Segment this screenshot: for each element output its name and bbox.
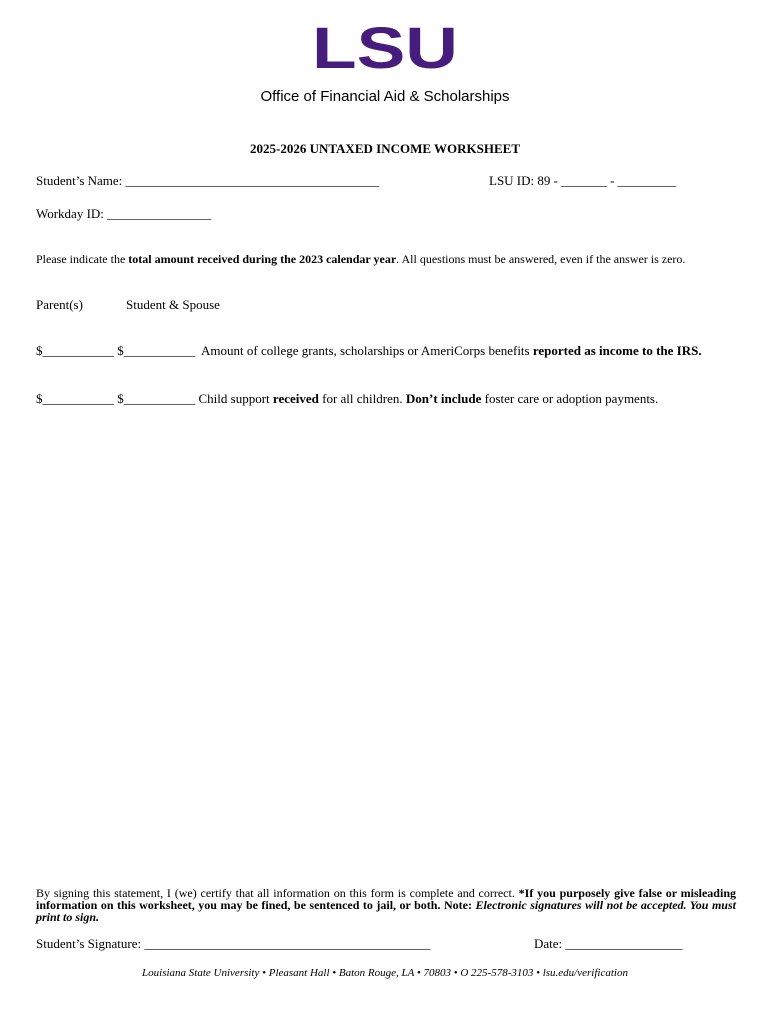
lsu-id-field-2[interactable]: _________ [617,173,677,188]
instructions [36,252,685,267]
question-2-text: Child support [198,391,273,406]
certification-note: Electronic signatures will not be accepted. You must print to sign. [36,898,736,924]
question-2-text-mid: for all children. [318,391,406,406]
date-row [534,936,682,952]
question-2-text-post: foster care or adoption payments. [481,391,659,406]
worksheet-title: 2025-2026 UNTAXED INCOME WORKSHEET [249,141,521,156]
question-1 [36,343,702,359]
student-name-field[interactable]: _______________________________________ [125,173,380,188]
lsu-id-row [489,173,676,189]
question-1-student-amount[interactable]: $___________ [117,343,196,358]
column-parents: Parent(s) [36,297,83,312]
certification-statement [36,887,736,923]
workday-row [36,206,211,222]
instructions-post: . All questions must be answered, even if the answer is zero. [396,252,686,266]
question-2-student-amount[interactable]: $___________ [117,391,196,406]
question-1-text: Amount of college grants, scholarships or AmeriCorps benefits [201,343,533,358]
lsu-id-separator: - [609,173,615,188]
lsu-logo-text: LSU [312,20,458,72]
question-1-parent-amount[interactable]: $___________ [36,343,114,358]
question-2 [36,391,658,407]
certification-text: By signing this statement, I (we) certify that all information on this form is complete and correct. [36,886,519,900]
question-1-bold: reported as income to the IRS. [532,343,702,358]
instructions-pre: Please indicate the [36,252,129,266]
office-title: Office of Financial Aid & Scholarships [260,88,510,105]
column-student-spouse: Student & Spouse [126,297,220,312]
lsu-id-label: LSU ID: 89 - [489,173,558,188]
date-field[interactable]: __________________ [565,936,683,951]
question-2-bold: received [272,391,319,406]
certification-warning: *If you purposely give false or misleading information on this worksheet, you may be fined, be sentenced to jail, or both. Note: [36,886,736,912]
question-2-bold-2: Don’t include [405,391,482,406]
student-name-label: Student’s Name: [36,173,123,188]
signature-label: Student’s Signature: [36,936,142,951]
student-name-row [36,173,379,189]
question-2-parent-amount[interactable]: $___________ [36,391,114,406]
footer-address: Louisiana State University • Pleasant Hall • Baton Rouge, LA • 70803 • O 225-578-3103 • lsu.edu/verification [142,967,628,979]
workday-label: Workday ID: [36,206,104,221]
signature-row [36,936,430,952]
signature-field[interactable]: ____________________________________________ [144,936,431,951]
instructions-bold: total amount received during the 2023 calendar year [128,252,397,266]
date-label: Date: [534,936,563,951]
lsu-logo [310,20,460,72]
workday-field[interactable]: ________________ [107,206,212,221]
lsu-id-field-1[interactable]: _______ [561,173,607,188]
